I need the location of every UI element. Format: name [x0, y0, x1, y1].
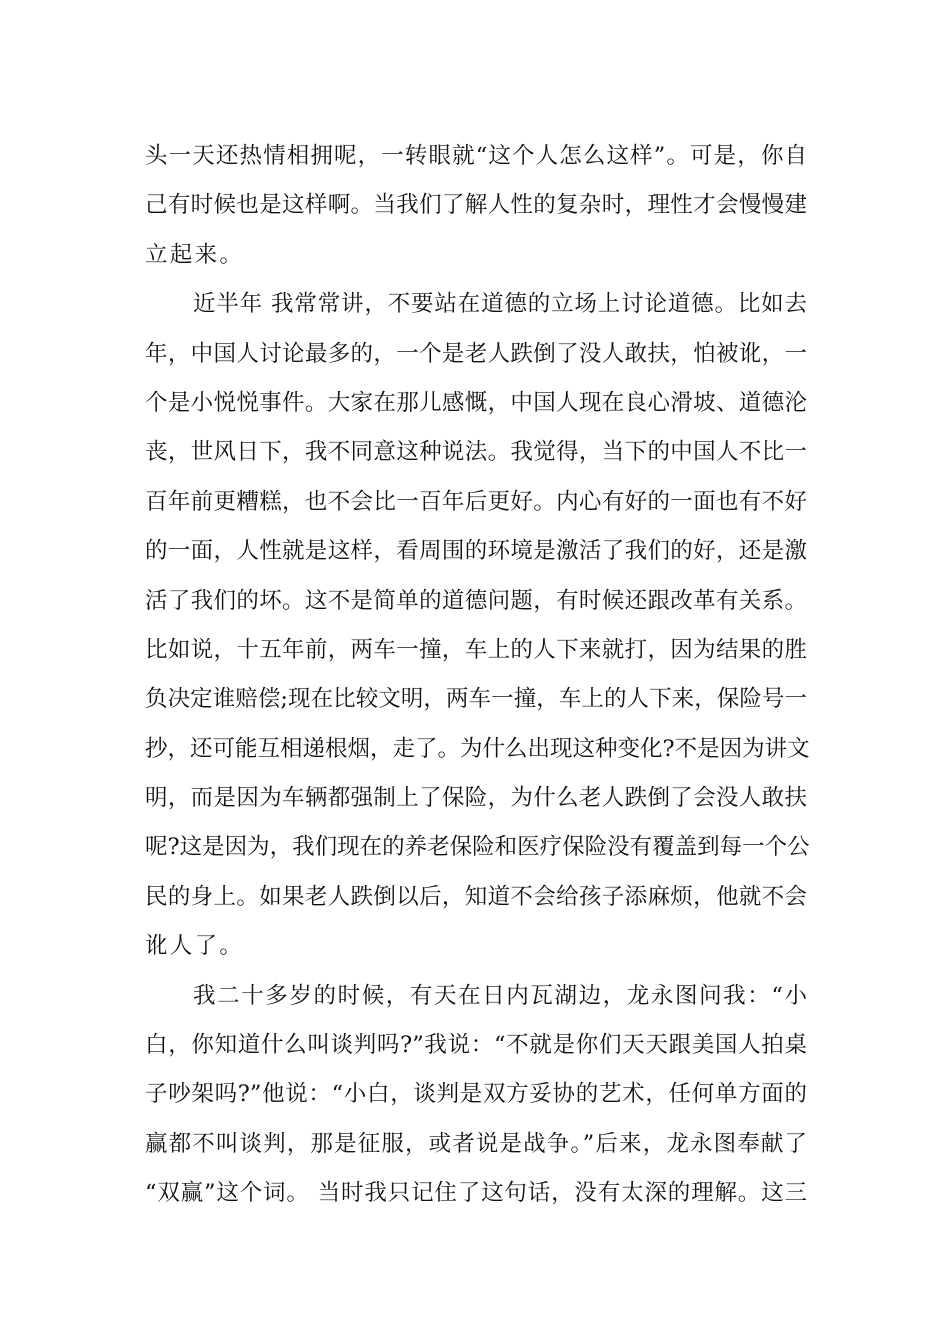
text-line: “双赢”这个词。 当时我只记住了这句话，没有太深的理解。这三 [145, 1180, 807, 1207]
text-line: 个是小悦悦事件。大家在那儿感慨，中国人现在良心滑坡、道德沦 [145, 389, 807, 416]
text-line: 年，中国人讨论最多的，一个是老人跌倒了没人敢扶，怕被讹，一 [145, 340, 807, 367]
text-line: 白，你知道什么叫谈判吗?”我说：“不就是你们天天跟美国人拍桌 [145, 1032, 807, 1059]
text-line: 负决定谁赔偿;现在比较文明，两车一撞，车上的人下来，保险号一 [145, 686, 807, 713]
text-line: 丧，世风日下，我不同意这种说法。我觉得，当下的中国人不比一 [145, 439, 807, 466]
paragraph-first-line: 近半年 我常常讲，不要站在道德的立场上讨论道德。比如去 [193, 291, 807, 318]
text-line: 子吵架吗?”他说：“小白，谈判是双方妥协的艺术，任何单方面的 [145, 1081, 807, 1108]
text-line: 呢?这是因为，我们现在的养老保险和医疗保险没有覆盖到每一个公 [145, 834, 810, 861]
text-line: 民的身上。如果老人跌倒以后，知道不会给孩子添麻烦，他就不会 [145, 883, 807, 910]
paragraph-first-line: 我二十多岁的时候，有天在日内瓦湖边，龙永图问我：“小 [193, 982, 807, 1009]
text-line: 活了我们的坏。这不是简单的道德问题，有时候还跟改革有关系。 [145, 587, 807, 614]
text-line: 赢都不叫谈判，那是征服，或者说是战争。”后来，龙永图奉献了 [145, 1130, 807, 1157]
text-line: 立起来。 [145, 241, 245, 268]
text-line: 的一面，人性就是这样，看周围的环境是激活了我们的好，还是激 [145, 538, 807, 565]
text-line: 讹人了。 [145, 933, 245, 960]
text-line: 头一天还热情相拥呢，一转眼就“这个人怎么这样”。可是，你自 [145, 143, 807, 169]
text-line: 百年前更糟糕，也不会比一百年后更好。内心有好的一面也有不好 [145, 488, 807, 515]
text-line: 己有时候也是这样啊。当我们了解人性的复杂时，理性才会慢慢建 [145, 192, 807, 219]
text-line: 抄，还可能互相递根烟，走了。为什么出现这种变化?不是因为讲文 [145, 735, 810, 762]
text-line: 比如说，十五年前，两车一撞，车上的人下来就打，因为结果的胜 [145, 636, 807, 663]
body-text [145, 132, 810, 1219]
text-line: 明，而是因为车辆都强制上了保险，为什么老人跌倒了会没人敢扶 [145, 785, 807, 812]
